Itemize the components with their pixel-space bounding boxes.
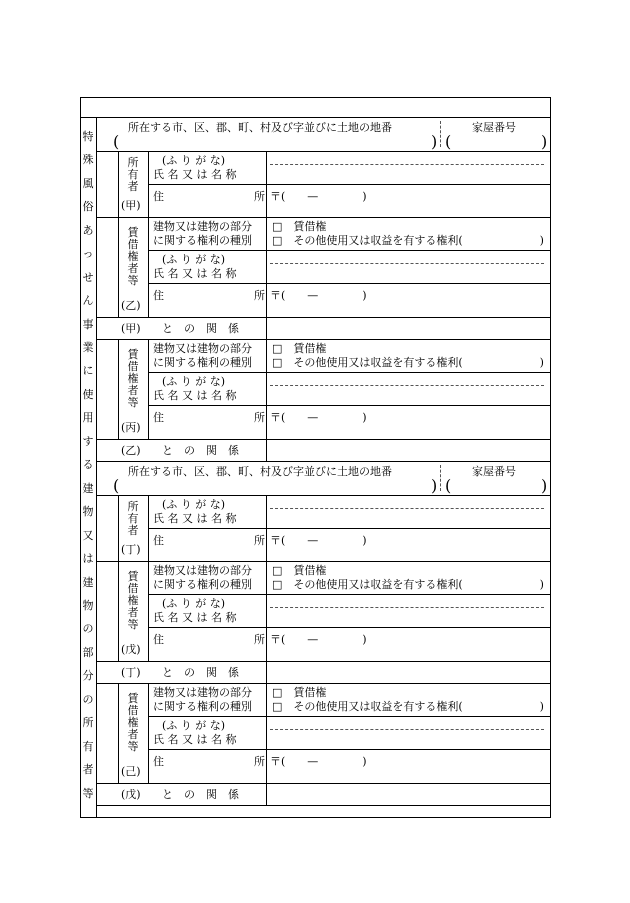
name-label: 氏 名 又 は 名 称 [153, 512, 237, 525]
row-divider [96, 339, 550, 340]
rights-label: に関する権利の種別 [153, 700, 252, 713]
col-divider [266, 683, 267, 783]
relation-mark: (戊) [121, 788, 141, 801]
row-divider [148, 627, 550, 628]
side-title-char: 業 [82, 341, 94, 355]
address-label: 所 [254, 755, 265, 768]
other-rights-option: □ その他使用又は収益を有する権利( ) [272, 234, 544, 247]
address-label: 所 [254, 411, 265, 424]
row-divider [148, 283, 550, 284]
lessee-label: 賃借権者等 [127, 226, 139, 287]
bracket-close: ) [541, 132, 548, 151]
owner-label: 所有者 [127, 156, 139, 193]
bracket-open: ( [445, 476, 452, 495]
furigana-label: (ふ り が な) [162, 253, 226, 266]
bracket-open: ( [445, 132, 452, 151]
row-divider [96, 561, 550, 562]
address-label: 住 [153, 289, 164, 302]
address-label: 住 [153, 633, 164, 646]
side-title-char: 所 [82, 716, 94, 730]
side-title-char: 物 [82, 505, 94, 519]
rights-label: に関する権利の種別 [153, 234, 252, 247]
side-title-char: 等 [82, 786, 94, 800]
bracket-open: ( [113, 132, 120, 151]
col-divider [148, 217, 149, 317]
row-divider [148, 405, 550, 406]
lease-option: □ 賃借権 [272, 342, 327, 355]
col-divider [148, 339, 149, 439]
owner-mark: (甲) [121, 199, 141, 212]
postal-code-field: 〒( — ) [270, 190, 367, 203]
dotted-rule [270, 164, 544, 165]
address-label: 所 [254, 289, 265, 302]
address-label: 所 [254, 534, 265, 547]
owner-mark: (丁) [121, 543, 141, 556]
dotted-rule [270, 508, 544, 509]
relation-label: と の 関 係 [162, 666, 239, 679]
col-divider [118, 561, 119, 661]
side-title-char: の [82, 622, 94, 636]
col-divider [118, 217, 119, 317]
side-title-char: 物 [82, 598, 94, 612]
address-label: 住 [153, 411, 164, 424]
dotted-rule [270, 607, 544, 608]
address-label: 住 [153, 755, 164, 768]
furigana-label: (ふ り が な) [162, 375, 226, 388]
side-title-char: あ [82, 223, 94, 237]
location-divider [440, 121, 441, 147]
row-divider [148, 716, 550, 717]
furigana-label: (ふ り が な) [162, 154, 226, 167]
side-title-char: 俗 [82, 200, 94, 214]
row-divider [148, 594, 550, 595]
row-divider [148, 372, 550, 373]
row-divider [96, 683, 550, 684]
postal-code-field: 〒( — ) [270, 633, 367, 646]
furigana-label: (ふ り が な) [162, 498, 226, 511]
address-label: 住 [153, 534, 164, 547]
other-rights-option: □ その他使用又は収益を有する権利( ) [272, 578, 544, 591]
col-divider [266, 217, 267, 317]
postal-code-field: 〒( — ) [270, 411, 367, 424]
side-title-char: っ [82, 247, 94, 261]
side-title-char: 建 [82, 481, 94, 495]
relation-label: と の 関 係 [162, 444, 239, 457]
name-label: 氏 名 又 は 名 称 [153, 389, 237, 402]
side-title-char: 風 [82, 176, 94, 190]
rights-label: 建物又は建物の部分 [153, 220, 252, 233]
rights-label: 建物又は建物の部分 [153, 342, 252, 355]
side-title-char: 者 [82, 763, 94, 777]
col-divider [266, 439, 267, 461]
address-label: 所 [254, 190, 265, 203]
side-title-char: 特 [82, 130, 94, 143]
address-label: 所 [254, 633, 265, 646]
row-divider [96, 661, 550, 662]
row-divider [148, 184, 550, 185]
lease-option: □ 賃借権 [272, 564, 327, 577]
lessee-mark: (丙) [121, 421, 141, 434]
bracket-open: ( [113, 476, 120, 495]
col-divider [266, 561, 267, 661]
house-number-header: 家屋番号 [472, 465, 516, 478]
relation-mark: (丁) [121, 666, 141, 679]
other-rights-option: □ その他使用又は収益を有する権利( ) [272, 356, 544, 369]
relation-mark: (乙) [121, 444, 141, 457]
bracket-close: ) [431, 476, 438, 495]
col-divider [266, 783, 267, 805]
other-rights-option: □ その他使用又は収益を有する権利( ) [272, 700, 544, 713]
rights-label: に関する権利の種別 [153, 356, 252, 369]
rights-label: に関する権利の種別 [153, 578, 252, 591]
side-title-char: ん [82, 294, 94, 308]
col-divider [148, 561, 149, 661]
lessee-label: 賃借権者等 [127, 692, 139, 753]
furigana-label: (ふ り が な) [162, 719, 226, 732]
row-divider [96, 217, 550, 218]
dotted-rule [270, 729, 544, 730]
name-label: 氏 名 又 は 名 称 [153, 733, 237, 746]
side-title-char: 建 [82, 575, 94, 589]
side-column-border [96, 117, 97, 817]
owner-label: 所有者 [127, 500, 139, 537]
lessee-mark: (戊) [121, 643, 141, 656]
side-title-char: の [82, 692, 94, 706]
side-title-char: せ [82, 270, 94, 284]
col-divider [118, 683, 119, 783]
address-label: 住 [153, 190, 164, 203]
side-title-char: は [82, 552, 94, 566]
name-label: 氏 名 又 は 名 称 [153, 168, 237, 181]
lessee-label: 賃借権者等 [127, 348, 139, 409]
side-title-char: 使 [82, 387, 94, 401]
row-divider [148, 250, 550, 251]
bracket-close: ) [431, 132, 438, 151]
name-label: 氏 名 又 は 名 称 [153, 611, 237, 624]
side-title-char: す [82, 434, 94, 448]
row-divider [96, 461, 550, 462]
location-header: 所在する市、区、郡、町、村及び字並びに土地の地番 [128, 465, 392, 478]
top-border [80, 97, 551, 98]
postal-code-field: 〒( — ) [270, 755, 367, 768]
row-divider [96, 151, 550, 152]
row-divider [96, 439, 550, 440]
side-title-char: 事 [82, 317, 94, 331]
row-divider [148, 528, 550, 529]
lessee-mark: (己) [121, 765, 141, 778]
house-number-header: 家屋番号 [472, 121, 516, 134]
side-title-char: 分 [82, 669, 94, 683]
col-divider [266, 339, 267, 439]
col-divider [266, 317, 267, 339]
rights-label: 建物又は建物の部分 [153, 686, 252, 699]
side-title-char: 用 [82, 411, 94, 425]
row-divider [148, 749, 550, 750]
lease-option: □ 賃借権 [272, 220, 327, 233]
col-divider [118, 151, 119, 217]
row-divider [96, 783, 550, 784]
col-divider [266, 661, 267, 683]
relation-label: と の 関 係 [162, 788, 239, 801]
bracket-close: ) [541, 476, 548, 495]
col-divider [118, 495, 119, 561]
furigana-label: (ふ り が な) [162, 597, 226, 610]
row-divider [96, 495, 550, 496]
postal-code-field: 〒( — ) [270, 534, 367, 547]
rights-label: 建物又は建物の部分 [153, 564, 252, 577]
col-divider [118, 339, 119, 439]
relation-mark: (甲) [121, 322, 141, 335]
lessee-label: 賃借権者等 [127, 570, 139, 631]
side-title-char: る [82, 458, 94, 472]
side-title-char: 殊 [82, 153, 94, 167]
side-title-char: に [82, 364, 94, 378]
lessee-mark: (乙) [121, 299, 141, 312]
row-divider [96, 805, 550, 806]
lease-option: □ 賃借権 [272, 686, 327, 699]
relation-label: と の 関 係 [162, 322, 239, 335]
location-divider [440, 465, 441, 491]
section-divider [80, 117, 551, 118]
side-title-char: 部 [82, 645, 94, 659]
row-divider [96, 317, 550, 318]
location-header: 所在する市、区、郡、町、村及び字並びに土地の地番 [128, 121, 392, 134]
name-label: 氏 名 又 は 名 称 [153, 267, 237, 280]
dotted-rule [270, 263, 544, 264]
bottom-border [80, 817, 551, 818]
col-divider [148, 683, 149, 783]
right-border [550, 97, 551, 817]
side-title-char: 有 [82, 739, 94, 753]
postal-code-field: 〒( — ) [270, 289, 367, 302]
dotted-rule [270, 385, 544, 386]
side-title-char: 又 [82, 528, 94, 542]
